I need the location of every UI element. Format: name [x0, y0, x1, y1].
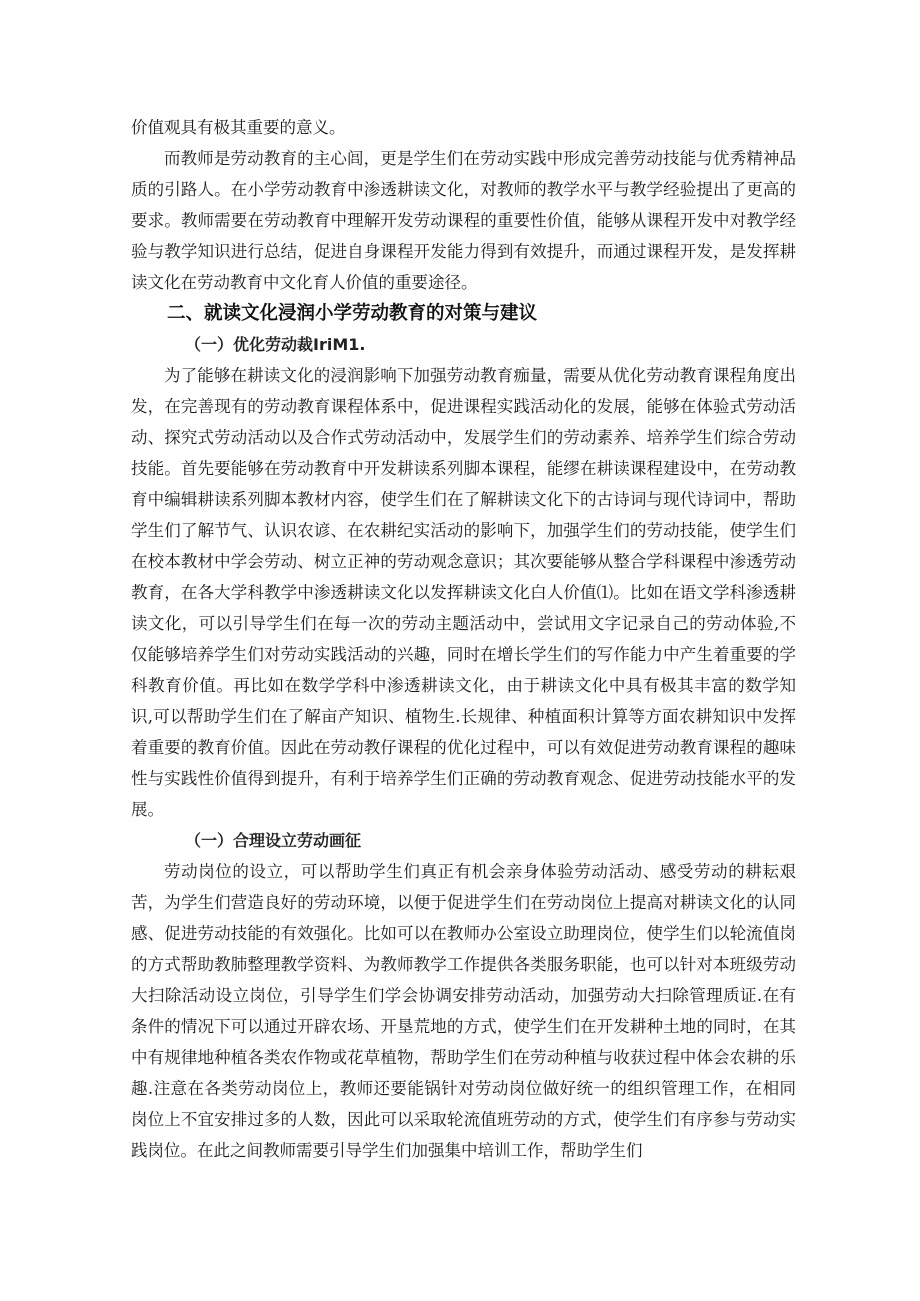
subheading-labor-posts: （一）合理设立劳动画征	[185, 831, 362, 850]
paragraph-course-optimization: 为了能够在耕读文化的浸润影响下加强劳动教育痂量，需要从优化劳动教育课程角度出发，在完善现有的劳动教育课程体系中，促进课程实践活动化的发展，能够在体验式劳动活动、探究式劳动活动以及合作式劳动活动中，发展学生们的劳动素养、培养学生们综合劳动技能。首先要能够在劳动教育中开发耕读系列脚本课程，能缪在耕读课程建设中，在劳动教育中编辑耕读系列脚本教材内容，使学生们在了解耕读文化下的古诗词与现代诗词中，帮助学生们了解节气、认识农谚、在农耕纪实活动的影响下，加强学生们的劳动技能，使学生们在校本教材中学会劳动、树立正神的劳动观念意识；其次要能够从整合学科课程中渗透劳动教育，在各大学科教学中渗透耕读文化以发挥耕读文化白人价值⑴。比如在语文学科渗透耕读文化，可以引导学生们在每一次的劳动主题活动中，尝试用文字记录自己的劳动体验,不仅能够培养学生们对劳动实践活动的兴趣，同时在增长学生们的写作能力中产生着重要的学科教育价值。再比如在数学学科中渗透耕读文化，由于耕读文化中具有极其丰富的数学知识,可以帮助学生们在了解亩产知识、植物生.长规律、种植面积计算等方面农耕知识中发挥着重要的教育价值。因此在劳动教仔课程的优化过程中，可以有效促进劳动教育课程的趣味性与实践性价值得到提升，有利于培养学生们正确的劳动教育观念、促进劳动技能水平的发展。	[131, 366, 796, 819]
section-heading: 二、就读文化浸润小学劳动教育的对策与建议	[167, 303, 538, 324]
paragraph-labor-posts: 劳动岗位的设立，可以帮助学生们真正有机会亲身体验劳动活动、感受劳动的耕耘艰苦，为学生们营造良好的劳动环境，以便于促进学生们在劳动岗位上提高对耕读文化的认同感、促进劳动技能的有效强化。比如可以在教师办公室设立助理岗位，使学生们以轮流值岗的方式帮助教肺整理教学资料、为教师教学工作提供各类服务职能，也可以针对本班级劳动大扫除活动设立岗位，引导学生们学会协调安排劳动活动，加强劳动大扫除管理质证.在有条件的情况下可以通过开辟农场、开垦荒地的方式，使学生们在开发耕种土地的同时，在其中有规律地种植各类农作物或花草植物，帮助学生们在劳动种植与收获过程中体会农耕的乐趣.注意在各类劳动岗位上，教师还要能锅针对劳动岗位做好统一的组织管理工作，在相同岗位上不宜安排过多的人数，因此可以采取轮流值班劳动的方式，使学生们有序参与劳动实践岗位。在此之间教师需要引导学生们加强集中培训工作，帮助学生们	[131, 862, 796, 1160]
paragraph-teacher-role: 而教师是劳动教育的主心闾，更是学生们在劳动实践中形成完善劳动技能与优秀精神品质的引路人。在小学劳动教育中渗透耕读文化，对教师的教学水平与教学经验提出了更高的要求。教师需要在劳动教育中理解开发劳动课程的重要性价值，能够从课程开发中对教学经验与教学知识进行总结，促进自身课程开发能力得到有效提升，而通过课程开发，是发挥耕读文化在劳动教育中文化育人价值的重要途径。	[131, 149, 796, 292]
subheading-optimize-course: （一）优化劳动裁IriM1.	[185, 335, 366, 354]
paragraph-continued: 价值观具有极其重要的意义。	[131, 118, 346, 137]
body-text	[131, 112, 796, 1166]
